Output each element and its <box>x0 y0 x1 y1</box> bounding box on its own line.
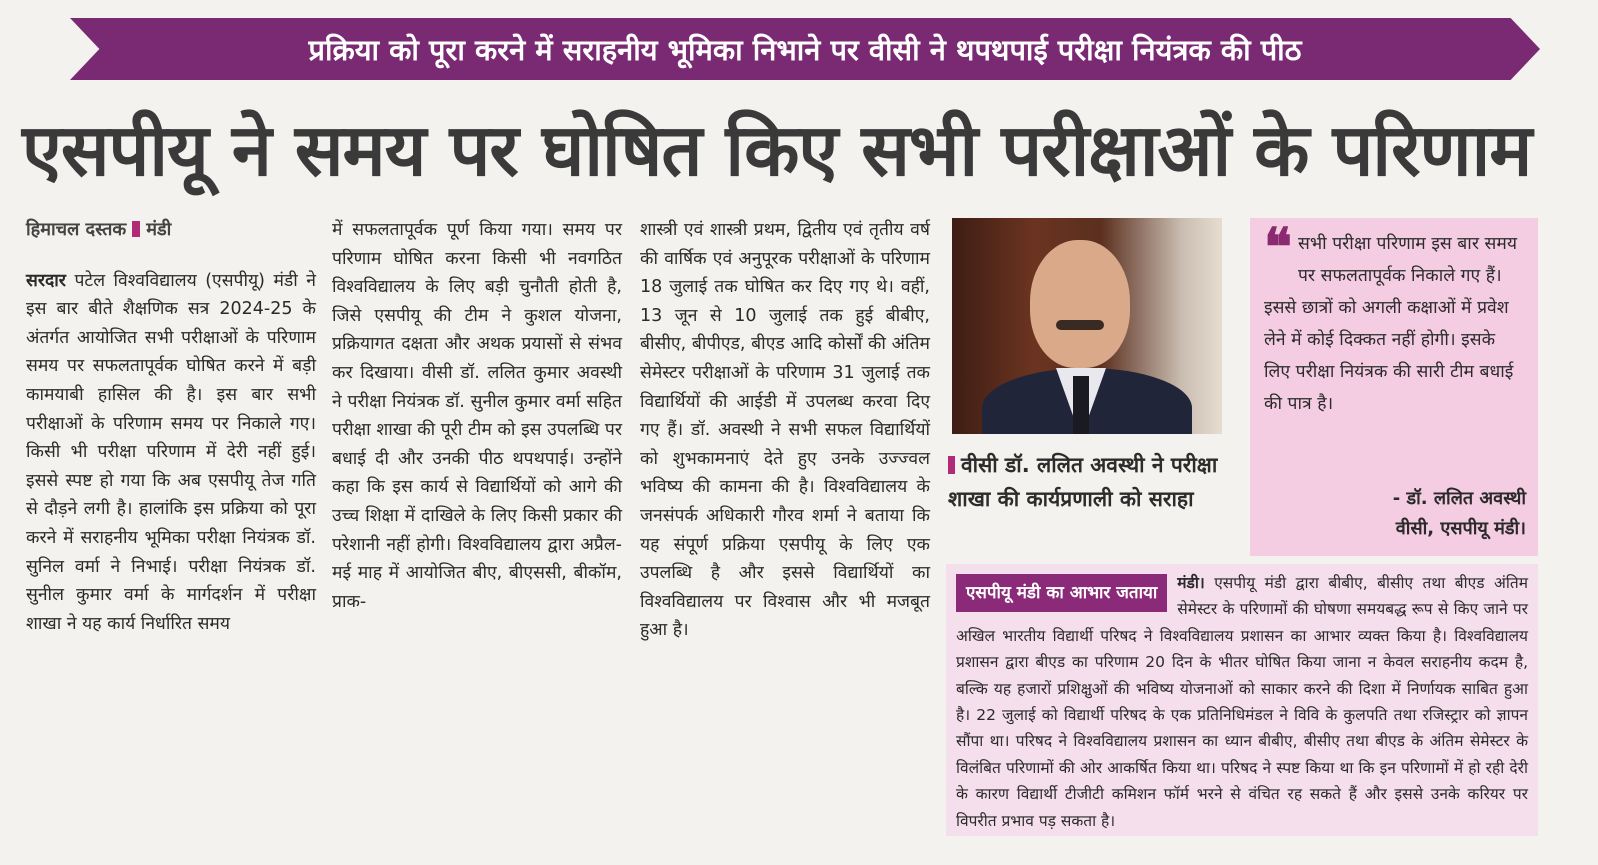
photo-mustache <box>1056 320 1104 330</box>
sidebar-story <box>946 564 1538 836</box>
dateline-place: मंडी <box>146 219 172 240</box>
quote-role: वीसी, एसपीयू मंडी। <box>1395 518 1526 539</box>
article-column-3 <box>640 216 930 645</box>
photo-face <box>1030 240 1130 368</box>
column-2-text: में सफलतापूर्वक पूर्ण किया गया। समय पर परिणाम घोषित करना किसी भी नवगठित विश्वविद्यालय के लिए बड़ी चुनौती होती है, जिसे एसपीयू की टीम ने कुशल योजना, प्रक्रियागत दक्षता और अथक प्रयासों से संभव कर दिखाया। वीसी डॉ. ललित कुमार अवस्थी ने परीक्षा नियंत्रक डॉ. सुनील कुमार वर्मा सहित परीक्षा शाखा की पूरी टीम को इस उपलब्धि पर बधाई दी और उनकी पीठ थपथपाई। उन्होंने कहा कि इस कार्य से विद्यार्थियों को आगे की उच्च शिक्षा में दाखिले के लिए किसी प्रकार की परेशानी नहीं होगी। विश्वविद्यालय द्वारा अप्रैल-मई माह में आयोजित बीए, बीएससी, बीकॉम, प्राक- <box>332 220 622 612</box>
main-headline: एसपीयू ने समय पर घोषित किए सभी परीक्षाओं के परिणाम <box>22 108 1532 192</box>
lead-word: सरदार <box>26 270 66 291</box>
column-1-text: पटेल विश्वविद्यालय (एसपीयू) मंडी ने इस बार बीते शैक्षणिक सत्र 2024-25 के अंतर्गत आयोजित सभी परीक्षाओं के परिणाम समय पर सफलतापूर्वक घोषित करने में बड़ी कामयाबी हासिल की है। इस बार सभी परीक्षाओं के परिणाम समय पर निकाले गए। किसी भी परीक्षा परिणाम में देरी नहीं हुई। इससे स्पष्ट हो गया कि अब एसपीयू तेज गति से दौड़ने लगी है। हालांकि इस प्रक्रिया को पूरा करने में सराहनीय भूमिका परीक्षा नियंत्रक डॉ. सुनिल वर्मा ने निभाई। परीक्षा नियंत्रक डॉ. सुनील कुमार वर्मा के मार्गदर्शन में परीक्षा शाखा ने यह कार्य निर्धारित समय <box>26 270 316 634</box>
quote-box <box>1250 218 1538 556</box>
kicker-headline: प्रक्रिया को पूरा करने में सराहनीय भूमिका निभाने पर वीसी ने थपथपाई परीक्षा नियंत्रक की पीठ <box>308 32 1302 67</box>
dateline <box>26 216 316 245</box>
vc-portrait-photo <box>952 218 1222 434</box>
dateline-paper: हिमाचल दस्तक <box>26 219 127 240</box>
sidebar-text: एसपीयू मंडी द्वारा बीबीए, बीसीए तथा बीएड अंतिम सेमेस्टर के परिणामों की घोषणा समयबद्ध रूप से किए जाने पर अखिल भारतीय विद्यार्थी परिषद ने विश्वविद्यालय प्रशासन का आभार व्यक्त किया है। विश्वविद्यालय प्रशासन द्वारा बीएड का परिणाम 20 दिन के भीतर घोषित किया जाना न केवल सराहनीय कदम है, बल्कि यह हजारों प्रशिक्षुओं की भविष्य योजनाओं को साकार करने की दिशा में निर्णायक साबित हुआ है। 22 जुलाई को विद्यार्थी परिषद के एक प्रतिनिधिमंडल ने विवि के कुलपति तथा रजिस्ट्रार को ज्ञापन सौंपा था। परिषद ने विश्वविद्यालय प्रशासन का ध्यान बीबीए, बीसीए तथा बीएड के अंतिम सेमेस्टर के विलंबित परिणामों की ओर आकर्षित किया था। परिषद ने स्पष्ट किया था कि इन परिणामों में हो रही देरी के कारण विद्यार्थी टीजीटी कमिशन फॉर्म भरने से वंचित रह सकते हैं और इससे उनके करियर पर विपरीत प्रभाव पड़ सकता है। <box>956 574 1528 830</box>
article-column-1 <box>26 216 316 638</box>
sidebar-tag: एसपीयू मंडी का आभार जताया <box>956 574 1167 612</box>
quote-attribution <box>1393 484 1526 544</box>
quote-author: - डॉ. ललित अवस्थी <box>1392 488 1526 509</box>
article-column-2 <box>332 216 622 616</box>
caption-marker-icon <box>948 456 955 474</box>
quote-mark-icon: ❝ <box>1264 217 1292 278</box>
photo-caption-text: वीसी डॉ. ललित अवस्थी ने परीक्षा शाखा की कार्यप्रणाली को सराहा <box>948 453 1218 511</box>
photo-tie <box>1073 376 1089 434</box>
sidebar-lead: मंडी। <box>1177 574 1205 592</box>
quote-text: सभी परीक्षा परिणाम इस बार समय पर सफलतापूर्वक निकाले गए हैं। इससे छात्रों को अगली कक्षाओं में प्रवेश लेने में कोई दिक्कत नहीं होगी। इसके लिए परीक्षा नियंत्रक की सारी टीम बधाई की पात्र है। <box>1264 234 1518 414</box>
column-3-text: शास्त्री एवं शास्त्री प्रथम, द्वितीय एवं तृतीय वर्ष की वार्षिक एवं अनुपूरक परीक्षाओं के परिणाम 18 जुलाई तक घोषित कर दिए गए थे। वहीं, 13 जून से 10 जुलाई तक हुई बीबीए, बीसीए, बीपीएड, बीएड आदि कोर्सों की अंतिम सेमेस्टर परीक्षाओं के परिणाम 31 जुलाई तक विद्यार्थियों की आईडी में उपलब्ध करवा दिए गए हैं। डॉ. अवस्थी ने सभी सफल विद्यार्थियों को शुभकामनाएं देते हुए उनके उज्ज्वल भविष्य की कामना की है। विश्वविद्यालय के जनसंपर्क अधिकारी गौरव शर्मा ने बताया कि यह संपूर्ण प्रक्रिया एसपीयू के लिए एक उपलब्धि है और इससे विद्यार्थियों का विश्वविद्यालय पर विश्वास और भी मजबूत हुआ है। <box>640 220 930 641</box>
dateline-separator-icon <box>132 221 140 237</box>
photo-caption <box>948 448 1228 516</box>
article-paragraph <box>26 267 316 639</box>
